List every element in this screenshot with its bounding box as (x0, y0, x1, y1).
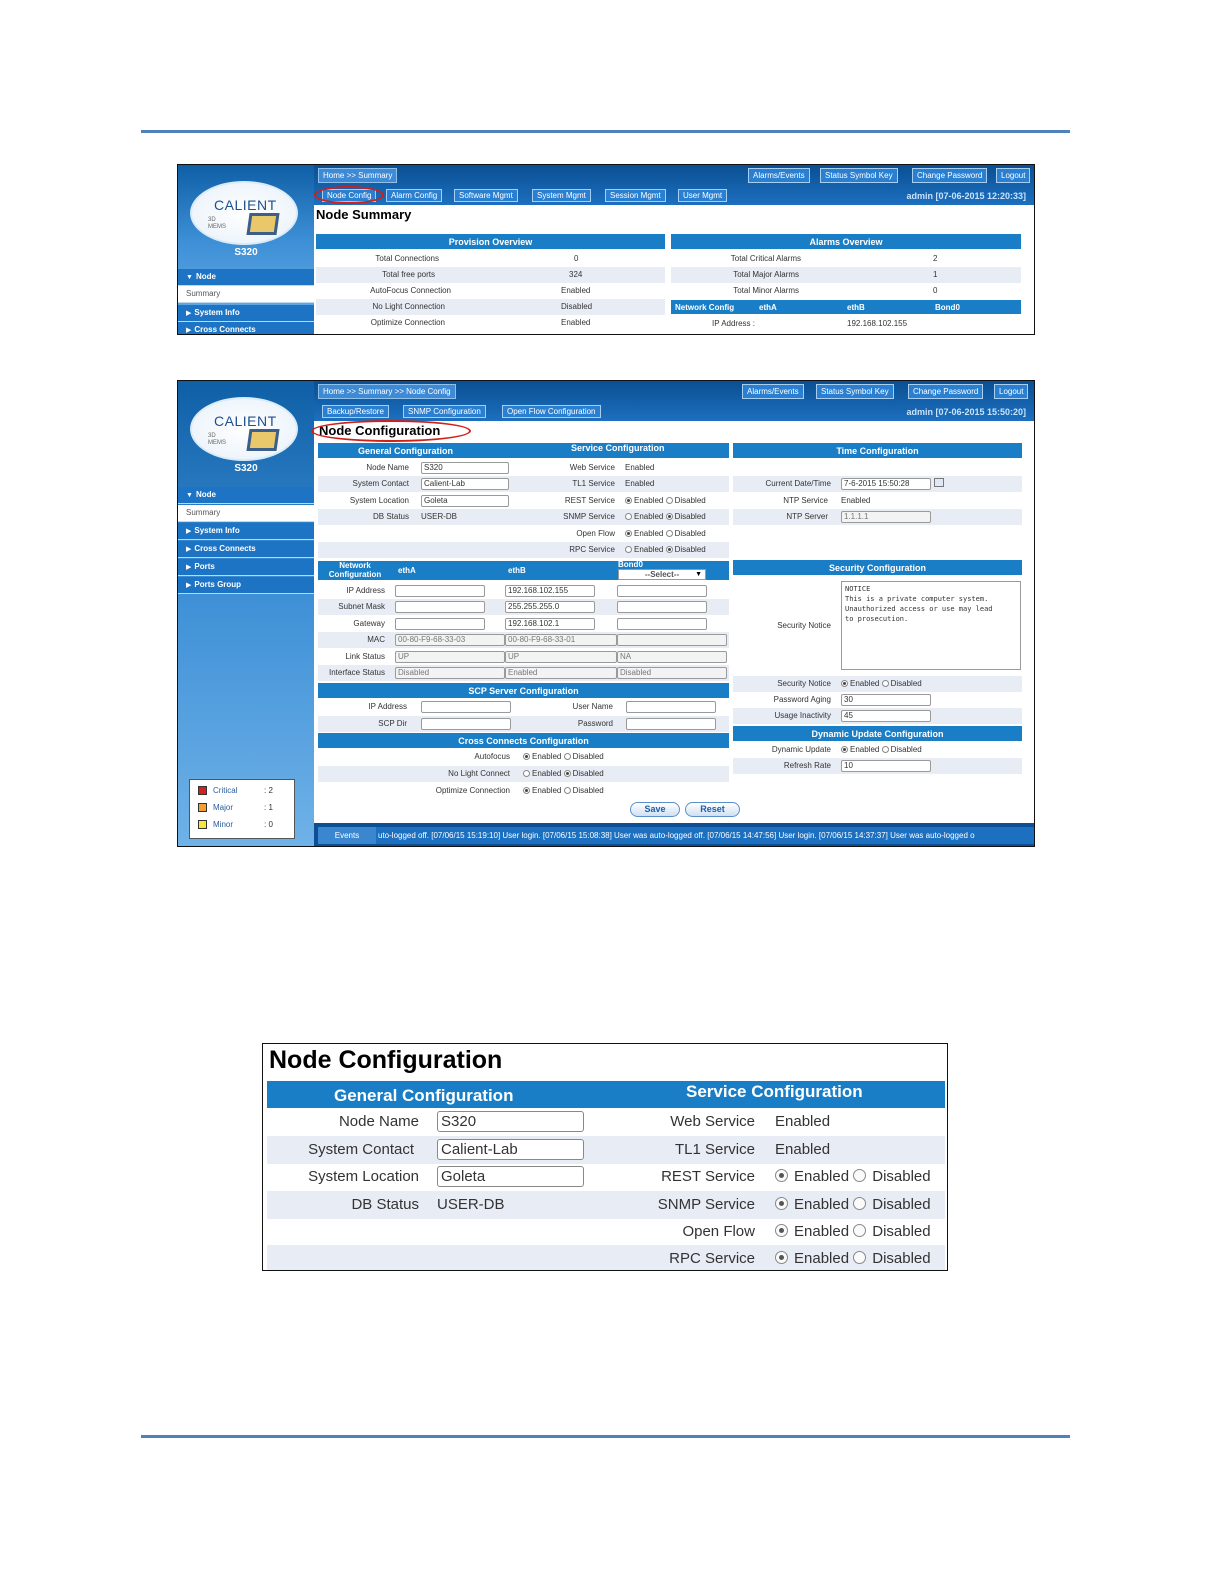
tab-alarm-config[interactable]: Alarm Config (386, 189, 442, 202)
triangle-right-icon: ▶ (186, 546, 192, 553)
radio-disabled[interactable] (564, 787, 571, 794)
alarms-events-link[interactable]: Alarms/Events (742, 384, 804, 399)
system-contact-input[interactable]: Calient-Lab (437, 1139, 584, 1160)
brand-sub: 3D MEMS (208, 433, 226, 446)
radio-disabled[interactable] (666, 530, 673, 537)
node-name-input[interactable]: S320 (437, 1111, 584, 1132)
snmp-service-radios: Enabled Disabled (775, 1191, 931, 1219)
system-location-input[interactable]: Goleta (421, 495, 509, 507)
network-row: Interface Status Disabled Enabled Disabled (318, 665, 729, 681)
events-bar (314, 823, 1034, 847)
ethb-subnet-input[interactable]: 255.255.255.0 (505, 601, 595, 613)
brand-sub: 3D MEMS (208, 217, 226, 230)
radio-enabled[interactable] (841, 680, 848, 687)
radio-enabled[interactable] (625, 497, 632, 504)
radio-disabled[interactable] (666, 497, 673, 504)
sidebar-item-label: Ports (194, 562, 215, 571)
scp-password-input[interactable] (626, 718, 716, 730)
rpc-service-radios: Enabled Disabled (625, 542, 706, 558)
page-title: Node Configuration (269, 1046, 503, 1074)
time-row: Current Date/Time 7-6-2015 15:50:28 (733, 476, 1022, 492)
events-label[interactable]: Events (318, 827, 376, 844)
rest-service-radios: Enabled Disabled (775, 1163, 931, 1191)
radio-enabled[interactable] (775, 1224, 788, 1237)
sidebar-item-cross-connects[interactable] (178, 541, 314, 558)
radio-disabled[interactable] (882, 746, 889, 753)
radio-enabled[interactable] (625, 546, 632, 553)
general-service-header (318, 443, 729, 459)
scp-row: IP Address User Name (318, 699, 729, 715)
config-row: DB Status USER-DB SNMP Service Enabled Disabled (267, 1191, 945, 1219)
general-configuration-header: General Configuration (358, 446, 454, 456)
radio-disabled[interactable] (853, 1224, 866, 1237)
config-row: RPC Service Enabled Disabled (267, 1245, 945, 1271)
page-title: Node Summary (316, 207, 412, 222)
tab-open-flow-configuration[interactable]: Open Flow Configuration (502, 405, 601, 418)
cross-row: No Light Connect Enabled Disabled (318, 766, 729, 782)
ntp-server-input[interactable]: 1.1.1.1 (841, 511, 931, 523)
config-row: System Location Goleta REST Service Enabled Disabled (267, 1163, 945, 1191)
radio-disabled[interactable] (853, 1197, 866, 1210)
scp-dir-input[interactable] (421, 718, 511, 730)
general-configuration-header: General Configuration (334, 1086, 514, 1105)
calient-logo (190, 181, 298, 245)
node-configuration-screenshot (177, 380, 1035, 847)
triangle-right-icon: ▶ (186, 310, 192, 317)
security-configuration-header: Security Configuration (733, 560, 1022, 576)
sidebar-item-label: Node (195, 490, 216, 499)
radio-enabled[interactable] (841, 746, 848, 753)
radio-enabled[interactable] (625, 530, 632, 537)
dynamic-update-header: Dynamic Update Configuration (733, 726, 1022, 742)
top-bar (314, 381, 1034, 421)
rpc-service-radios: Enabled Disabled (775, 1245, 931, 1271)
provision-row: AutoFocus Connection Enabled (370, 286, 591, 295)
etha-link-field: UP (395, 651, 505, 663)
bond0-select[interactable]: --Select-- ▼ (618, 569, 706, 580)
bond0-link-field: NA (617, 651, 727, 663)
security-row: Usage Inactivity 45 (733, 708, 1022, 724)
provision-row: Optimize Connection Enabled (370, 318, 591, 327)
rest-service-radios: Enabled Disabled (625, 493, 706, 509)
calient-logo (190, 397, 298, 461)
ethb-link-field: UP (505, 651, 617, 663)
open-flow-radios: Enabled Disabled (775, 1218, 931, 1246)
tab-system-mgmt[interactable]: System Mgmt (532, 189, 591, 202)
refresh-rate-input[interactable]: 10 (841, 760, 931, 772)
radio-enabled[interactable] (625, 513, 632, 520)
logout-link[interactable]: Logout (994, 384, 1028, 399)
network-configuration-header: Network Configuration ethA ethB Bond0 --Select-- ▼ (318, 561, 729, 581)
radio-enabled[interactable] (775, 1251, 788, 1264)
radio-enabled[interactable] (523, 753, 530, 760)
config-row: Node Name S320 Web Service Enabled (338, 1113, 831, 1130)
node-configuration-zoom (262, 1043, 948, 1271)
network-row: MAC 00-80-F9-68-33-03 00-80-F9-68-33-01 (318, 632, 729, 648)
triangle-right-icon: ▶ (186, 327, 192, 334)
radio-disabled[interactable] (564, 770, 571, 777)
network-row: IP Address 192.168.102.155 (318, 583, 729, 599)
triangle-right-icon: ▶ (186, 564, 192, 571)
time-row: NTP Service Enabled (783, 496, 871, 505)
node-name-input[interactable]: S320 (421, 462, 509, 474)
time-row: NTP Server 1.1.1.1 (733, 509, 1022, 525)
network-row: Gateway 192.168.102.1 (318, 616, 729, 632)
triangle-down-icon: ▼ (186, 274, 193, 281)
security-row: Security Notice (777, 621, 831, 630)
tab-software-mgmt[interactable]: Software Mgmt (454, 189, 518, 202)
mems-logo-icon (246, 429, 279, 451)
ethb-interface-field: Enabled (505, 667, 617, 679)
security-row: Security Notice Enabled Disabled (733, 676, 1022, 692)
breadcrumb[interactable]: Home >> Summary (318, 168, 397, 183)
sidebar (178, 165, 314, 334)
sidebar-item-ports[interactable] (178, 559, 314, 576)
sidebar-item-summary[interactable] (178, 505, 314, 522)
ethb-mac-field: 00-80-F9-68-33-01 (505, 634, 617, 646)
tab-session-mgmt[interactable]: Session Mgmt (605, 189, 666, 202)
config-row: System Contact Calient-Lab TL1 Service Enabled (267, 1136, 945, 1164)
cross-row: Optimize Connection Enabled Disabled (318, 783, 729, 799)
calendar-icon[interactable] (934, 478, 944, 487)
node-summary-screenshot (177, 164, 1035, 335)
etha-mac-field: 00-80-F9-68-33-03 (395, 634, 505, 646)
password-aging-input[interactable]: 30 (841, 694, 931, 706)
service-configuration-header: Service Configuration (571, 443, 665, 453)
provision-row: Total free ports 324 (316, 267, 665, 283)
provision-row: No Light Connection Disabled (316, 299, 665, 315)
highlight-circle (314, 186, 384, 204)
critical-swatch (198, 786, 207, 795)
reset-button[interactable]: Reset (685, 802, 740, 817)
header-rule (141, 130, 1070, 133)
legend-label: Major (213, 803, 234, 812)
system-contact-input[interactable]: Calient-Lab (421, 478, 509, 490)
snmp-service-radios: Enabled Disabled (625, 509, 706, 525)
radio-disabled[interactable] (666, 546, 673, 553)
sidebar-item-label: Cross Connects (194, 544, 256, 553)
scp-server-header: SCP Server Configuration (318, 683, 729, 699)
open-flow-radios: Enabled Disabled (625, 526, 706, 542)
triangle-right-icon: ▶ (186, 582, 192, 589)
scp-ip-input[interactable] (421, 701, 511, 713)
security-notice-radios: Enabled Disabled (841, 676, 922, 692)
highlight-circle (311, 420, 471, 442)
sidebar-item-system-info[interactable] (178, 305, 314, 322)
legend-count: : 0 (264, 820, 273, 829)
ethb-ip-input[interactable]: 192.168.102.155 (505, 585, 595, 597)
footer-rule (141, 1435, 1070, 1438)
alarms-events-link[interactable]: Alarms/Events (748, 168, 810, 183)
sidebar-item-label: System Info (194, 308, 240, 317)
save-button[interactable]: Save (630, 802, 680, 817)
radio-disabled[interactable] (882, 680, 889, 687)
etha-gateway-input[interactable] (395, 618, 485, 630)
mems-logo-icon (246, 213, 279, 235)
model-label: S320 (234, 463, 258, 474)
triangle-down-icon: ▼ (186, 492, 193, 499)
config-row: RPC Service Enabled Disabled (318, 542, 729, 558)
bond0-ip-input[interactable] (617, 585, 707, 597)
dynamic-row: Refresh Rate 10 (733, 758, 1022, 774)
tab-backup-restore[interactable]: Backup/Restore (322, 405, 389, 418)
config-row: System Contact Calient-Lab TL1 Service Enabled (318, 476, 729, 492)
tab-user-mgmt[interactable]: User Mgmt (678, 189, 727, 202)
time-configuration-header: Time Configuration (733, 443, 1022, 459)
logout-link[interactable]: Logout (996, 168, 1030, 183)
minor-swatch (198, 820, 207, 829)
scp-row: SCP Dir Password (318, 716, 729, 732)
bond0-subnet-input[interactable] (617, 601, 707, 613)
triangle-right-icon: ▶ (186, 528, 192, 535)
radio-enabled[interactable] (523, 770, 530, 777)
status-symbol-key-link[interactable]: Status Symbol Key (820, 168, 898, 183)
alarm-legend (189, 779, 295, 839)
radio-disabled[interactable] (564, 753, 571, 760)
config-row: Open Flow Enabled Disabled (267, 1218, 945, 1246)
events-ticker: uto-logged off. [07/06/15 15:19:10] User login. [07/06/15 15:08:38] User was auto-logged off. [07/06/15 14:47:56] User login. [07/06/15 14:37:37] User was auto-logged o (376, 827, 1034, 844)
bond0-interface-field: Disabled (617, 667, 727, 679)
alarms-overview-header: Alarms Overview (671, 234, 1021, 250)
tab-snmp-configuration[interactable]: SNMP Configuration (403, 405, 486, 418)
optimize-radios: Enabled Disabled (523, 783, 604, 799)
radio-disabled[interactable] (853, 1169, 866, 1182)
sidebar-item-label: System Info (194, 526, 240, 535)
ethb-gateway-input[interactable]: 192.168.102.1 (505, 618, 595, 630)
security-notice-textarea[interactable]: NOTICE This is a private computer system. Unauthorized access or use may lead to prosecution. (841, 581, 1021, 670)
service-configuration-header: Service Configuration (686, 1082, 863, 1101)
brand-name: CALIENT (214, 413, 277, 429)
network-row: Link Status UP UP NA (318, 649, 729, 665)
sidebar-item-label: Summary (186, 289, 221, 298)
model-label: S320 (234, 247, 258, 258)
etha-interface-field: Disabled (395, 667, 505, 679)
cross-row: Autofocus Enabled Disabled (318, 749, 729, 765)
bond0-mac-field (617, 634, 727, 646)
top-bar (314, 165, 1034, 205)
status-symbol-key-link[interactable]: Status Symbol Key (816, 384, 894, 399)
legend-label: Minor (213, 820, 234, 829)
radio-enabled[interactable] (775, 1169, 788, 1182)
change-password-link[interactable]: Change Password (912, 168, 987, 183)
legend-label: Critical (213, 786, 238, 795)
sidebar-item-cross-connects[interactable] (178, 322, 314, 335)
sidebar-item-system-info[interactable] (178, 523, 314, 540)
cross-connects-header: Cross Connects Configuration (318, 733, 729, 749)
chevron-down-icon: ▼ (695, 571, 702, 578)
config-row: System Location Goleta REST Service Enabled Disabled (318, 493, 729, 509)
provision-overview-header: Provision Overview (316, 234, 665, 250)
page-title: Node Configuration (319, 423, 441, 438)
sidebar-item-summary[interactable] (178, 286, 314, 303)
radio-disabled[interactable] (666, 513, 673, 520)
sidebar-item-node[interactable] (178, 269, 314, 286)
admin-timestamp: admin [07-06-2015 12:20:33] (906, 191, 1026, 201)
bond0-gateway-input[interactable] (617, 618, 707, 630)
legend-count: : 1 (264, 803, 273, 812)
alarms-row: Total Critical Alarms 2 (730, 254, 938, 263)
major-swatch (198, 803, 207, 812)
sidebar-item-label: Node (195, 272, 216, 281)
alarms-row: Total Minor Alarms 0 (733, 286, 938, 295)
autofocus-radios: Enabled Disabled (523, 749, 604, 765)
radio-enabled[interactable] (523, 787, 530, 794)
config-row: Open Flow Enabled Disabled (318, 526, 729, 542)
radio-enabled[interactable] (775, 1197, 788, 1210)
no-light-radios: Enabled Disabled (523, 766, 604, 782)
config-row: DB Status USER-DB SNMP Service Enabled Disabled (318, 509, 729, 525)
sidebar-item-label: Ports Group (194, 580, 242, 589)
sidebar (178, 381, 314, 846)
provision-row: Total Connections 0 (375, 254, 579, 263)
usage-inactivity-input[interactable]: 45 (841, 710, 931, 722)
admin-timestamp: admin [07-06-2015 15:50:20] (906, 407, 1026, 417)
scp-username-input[interactable] (626, 701, 716, 713)
etha-ip-input[interactable] (395, 585, 485, 597)
change-password-link[interactable]: Change Password (908, 384, 983, 399)
general-service-header (267, 1081, 945, 1108)
tab-node-config[interactable]: Node Config (322, 189, 376, 202)
sidebar-item-ports-group[interactable] (178, 577, 314, 594)
dynamic-update-radios: Enabled Disabled (841, 742, 922, 758)
etha-subnet-input[interactable] (395, 601, 485, 613)
brand-name: CALIENT (214, 197, 277, 213)
sidebar-item-label: Summary (186, 508, 221, 517)
config-row: Node Name S320 Web Service Enabled (366, 463, 655, 472)
security-row: Password Aging 30 (733, 692, 1022, 708)
sidebar-item-node[interactable] (178, 487, 314, 504)
sidebar-item-label: Cross Connects (194, 325, 256, 334)
alarms-row: Total Major Alarms 1 (671, 267, 1021, 283)
breadcrumb[interactable]: Home >> Summary >> Node Config (318, 384, 456, 399)
network-config-header: Network Config ethA ethB Bond0 (671, 300, 1021, 315)
current-datetime-input[interactable]: 7-6-2015 15:50:28 (841, 478, 931, 490)
system-location-input[interactable]: Goleta (437, 1166, 584, 1187)
radio-disabled[interactable] (853, 1251, 866, 1264)
dynamic-row: Dynamic Update Enabled Disabled (733, 742, 1022, 758)
network-row: Subnet Mask 255.255.255.0 (318, 599, 729, 615)
network-ip-row: IP Address : 192.168.102.155 (712, 319, 908, 328)
legend-count: : 2 (264, 786, 273, 795)
